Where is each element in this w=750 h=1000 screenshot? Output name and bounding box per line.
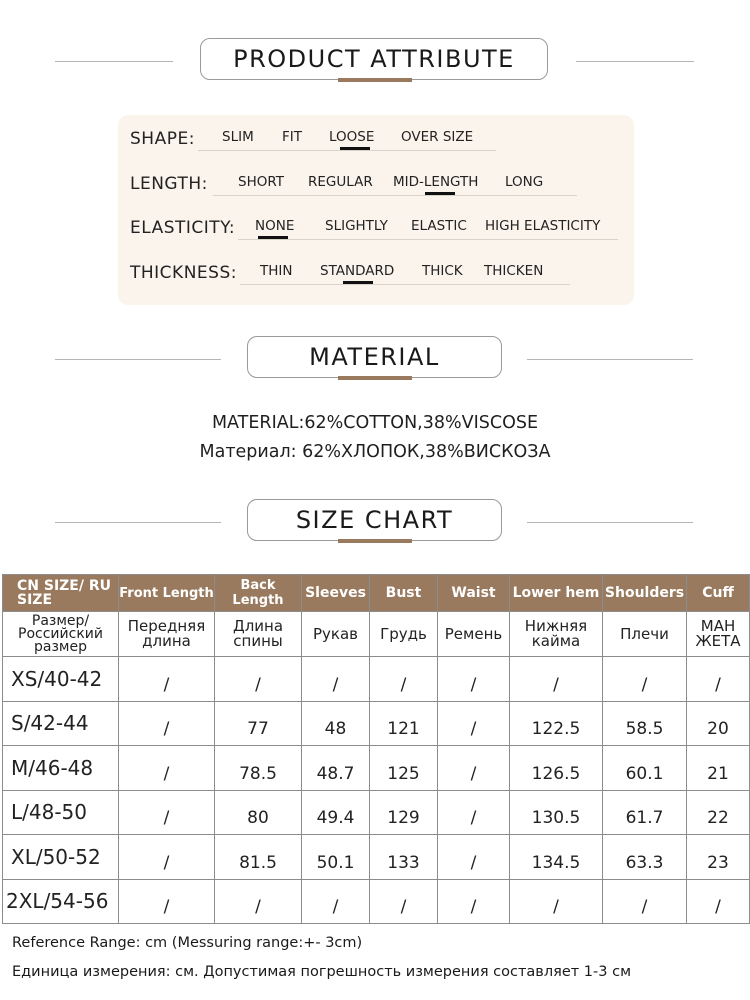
header-cell: Ремень (438, 612, 510, 657)
value-cell: / (119, 746, 215, 791)
divider-left (55, 61, 173, 62)
size-chart-table (2, 574, 750, 924)
value-cell: / (119, 790, 215, 835)
product-attribute-header (0, 38, 750, 86)
table-row (3, 746, 750, 791)
header-cell: МАН ЖЕТА (687, 612, 750, 657)
value-cell: / (438, 701, 510, 746)
value-cell: / (119, 835, 215, 880)
value-cell: 130.5 (510, 790, 603, 835)
attribute-row-length (118, 160, 634, 200)
section-title: MATERIAL (247, 336, 502, 378)
value-cell: 60.1 (603, 746, 687, 791)
header-cell: Плечи (603, 612, 687, 657)
attribute-option: THICKEN (484, 263, 544, 279)
value-cell: 58.5 (603, 701, 687, 746)
attribute-option: FIT (282, 129, 302, 145)
value-cell: / (302, 657, 370, 702)
table-header-english (3, 575, 750, 612)
value-cell: 20 (687, 701, 750, 746)
size-cell: M/46-48 (3, 746, 119, 791)
value-cell: 48.7 (302, 746, 370, 791)
value-cell: / (603, 879, 687, 924)
attribute-rule (213, 195, 577, 196)
selected-marker (258, 236, 288, 239)
attribute-option: SLIM (222, 129, 254, 145)
value-cell: 21 (687, 746, 750, 791)
header-cell: Shoulders (603, 575, 687, 612)
attribute-option: THICK (422, 263, 463, 279)
attribute-panel (118, 115, 634, 305)
header-cell: Рукав (302, 612, 370, 657)
divider-right (527, 359, 693, 360)
header-cell: Грудь (370, 612, 438, 657)
value-cell: 129 (370, 790, 438, 835)
attribute-label: SHAPE: (130, 129, 195, 149)
table-row (3, 835, 750, 880)
attribute-option: SHORT (238, 174, 284, 190)
value-cell: / (119, 879, 215, 924)
value-cell: 61.7 (603, 790, 687, 835)
size-cell: S/42-44 (3, 701, 119, 746)
reference-note-english: Reference Range: cm (Messuring range:+- 3cm) (12, 935, 363, 951)
value-cell: 50.1 (302, 835, 370, 880)
material-header (0, 336, 750, 384)
header-cell: Waist (438, 575, 510, 612)
table-row (3, 657, 750, 702)
divider-right (576, 61, 694, 62)
table-header-russian (3, 612, 750, 657)
header-cell: CN SIZE/ RU SIZE (3, 575, 119, 612)
header-cell: Sleeves (302, 575, 370, 612)
value-cell: 48 (302, 701, 370, 746)
value-cell: / (438, 835, 510, 880)
value-cell: / (119, 701, 215, 746)
header-cell: Bust (370, 575, 438, 612)
header-cell: Передняя длина (119, 612, 215, 657)
header-cell: Длина спины (215, 612, 302, 657)
value-cell: / (510, 879, 603, 924)
value-cell: / (370, 657, 438, 702)
material-english: MATERIAL:62%COTTON,38%VISCOSE (211, 413, 539, 433)
size-cell: XS/40-42 (3, 657, 119, 702)
attribute-label: LENGTH: (130, 174, 208, 194)
value-cell: 122.5 (510, 701, 603, 746)
attribute-label: ELASTICITY: (130, 218, 236, 238)
value-cell: / (687, 879, 750, 924)
value-cell: 23 (687, 835, 750, 880)
attribute-option: SLIGHTLY (325, 218, 388, 234)
selected-marker (340, 147, 370, 150)
value-cell: / (302, 879, 370, 924)
value-cell: / (370, 879, 438, 924)
selected-marker (425, 192, 455, 195)
divider-left (55, 359, 221, 360)
attribute-option: OVER SIZE (401, 129, 474, 145)
title-underline (338, 539, 412, 543)
table-row (3, 790, 750, 835)
value-cell: / (438, 746, 510, 791)
divider-right (527, 522, 693, 523)
material-russian: Материал: 62%ХЛОПОК,38%ВИСКОЗА (199, 442, 551, 462)
attribute-row-thickness (118, 249, 634, 289)
value-cell: 81.5 (215, 835, 302, 880)
value-cell: / (119, 657, 215, 702)
header-cell: Front Length (119, 575, 215, 612)
value-cell: / (215, 657, 302, 702)
value-cell: 77 (215, 701, 302, 746)
attribute-option-selected: MID-LENGTH (393, 174, 479, 190)
reference-note-russian: Единица измерения: см. Допустимая погрешность измерения составляет 1-3 см (12, 964, 632, 980)
value-cell: / (510, 657, 603, 702)
value-cell: 22 (687, 790, 750, 835)
selected-marker (343, 281, 373, 284)
attribute-label: THICKNESS: (130, 263, 237, 283)
attribute-rule (238, 239, 618, 240)
section-title: PRODUCT ATTRIBUTE (200, 38, 548, 80)
section-title: SIZE CHART (247, 499, 502, 541)
attribute-option: ELASTIC (411, 218, 467, 234)
size-cell: XL/50-52 (3, 835, 119, 880)
size-cell: 2XL/54-56 (3, 879, 119, 924)
value-cell: 78.5 (215, 746, 302, 791)
value-cell: / (687, 657, 750, 702)
value-cell: 80 (215, 790, 302, 835)
value-cell: / (438, 657, 510, 702)
value-cell: 63.3 (603, 835, 687, 880)
divider-left (55, 522, 221, 523)
header-cell: Cuff (687, 575, 750, 612)
size-cell: L/48-50 (3, 790, 119, 835)
attribute-row-shape (118, 115, 634, 155)
attribute-option: HIGH ELASTICITY (485, 218, 601, 234)
value-cell: / (215, 879, 302, 924)
value-cell: 133 (370, 835, 438, 880)
header-cell: Back Length (215, 575, 302, 612)
attribute-option-selected: NONE (255, 218, 295, 234)
header-cell: Нижняя кайма (510, 612, 603, 657)
value-cell: / (603, 657, 687, 702)
attribute-option-selected: STANDARD (320, 263, 395, 279)
header-cell: Lower hem (510, 575, 603, 612)
value-cell: 125 (370, 746, 438, 791)
value-cell: / (438, 879, 510, 924)
value-cell: 49.4 (302, 790, 370, 835)
value-cell: 134.5 (510, 835, 603, 880)
header-cell: Размер/ Российский размер (3, 612, 119, 657)
value-cell: 126.5 (510, 746, 603, 791)
title-underline (338, 376, 412, 380)
attribute-option-selected: LOOSE (329, 129, 375, 145)
title-underline (338, 78, 412, 82)
value-cell: / (438, 790, 510, 835)
attribute-option: REGULAR (308, 174, 373, 190)
table-row (3, 701, 750, 746)
value-cell: 121 (370, 701, 438, 746)
attribute-rule (240, 284, 570, 285)
attribute-option: THIN (260, 263, 293, 279)
size-chart-header (0, 499, 750, 547)
attribute-row-elasticity (118, 204, 634, 244)
table-row (3, 879, 750, 924)
attribute-option: LONG (505, 174, 544, 190)
attribute-rule (198, 150, 496, 151)
